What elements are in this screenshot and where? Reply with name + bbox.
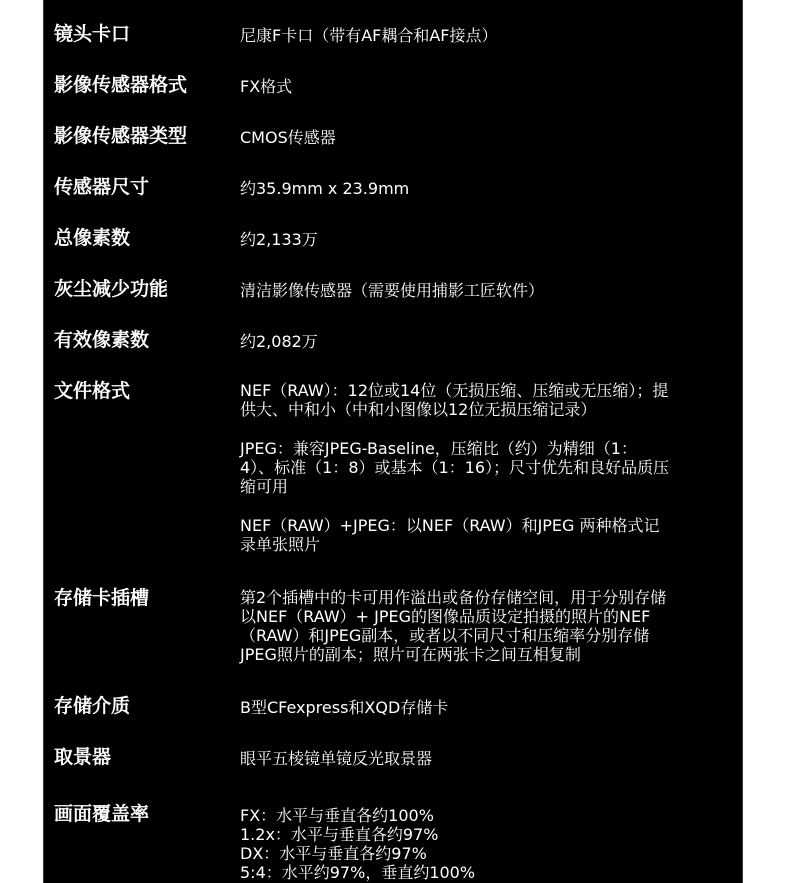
spec-value: 约35.9mm x 23.9mm bbox=[240, 179, 410, 198]
spec-value: CMOS传感器 bbox=[240, 128, 336, 147]
coverage-line: DX：水平与垂直各约97% bbox=[240, 844, 427, 863]
spec-value bbox=[240, 381, 670, 554]
coverage-line: FX：水平与垂直各约100% bbox=[240, 806, 434, 825]
spec-label: 传感器尺寸 bbox=[54, 176, 150, 198]
spec-value bbox=[240, 806, 670, 882]
coverage-line: 5:4：水平约97%，垂直约100% bbox=[240, 863, 476, 882]
spec-label: 取景器 bbox=[54, 746, 112, 768]
spec-label: 灰尘减少功能 bbox=[54, 278, 169, 300]
spec-label: 画面覆盖率 bbox=[54, 803, 150, 825]
spec-value: 眼平五棱镜单镜反光取景器 bbox=[240, 749, 433, 768]
file-format-nef-jpeg: NEF（RAW）+JPEG：以NEF（RAW）和JPEG 两种格式记录单张照片 bbox=[240, 516, 660, 554]
file-format-jpeg: JPEG：兼容JPEG-Baseline，压缩比（约）为精细（1：4）、标准（1：8）或基本（1：16）；尺寸优先和良好品质压缩可用 bbox=[240, 439, 670, 496]
spec-panel bbox=[43, 0, 743, 883]
spec-label: 文件格式 bbox=[54, 380, 131, 402]
spec-value: 约2,133万 bbox=[240, 230, 318, 249]
spec-label: 有效像素数 bbox=[54, 329, 150, 351]
coverage-line: 1.2x：水平与垂直各约97% bbox=[240, 825, 439, 844]
spec-label: 总像素数 bbox=[54, 227, 131, 249]
spec-label: 存储卡插槽 bbox=[54, 587, 150, 609]
spec-value: B型CFexpress和XQD存储卡 bbox=[240, 698, 449, 717]
spec-label: 影像传感器格式 bbox=[54, 74, 188, 96]
spec-label: 镜头卡口 bbox=[54, 23, 131, 45]
file-format-nef: NEF（RAW）：12位或14位（无损压缩、压缩或无压缩）；提供大、中和小（中和小图像以12位无损压缩记录） bbox=[240, 381, 669, 419]
spec-value: 第2个插槽中的卡可用作溢出或备份存储空间，用于分别存储以NEF（RAW）+ JPEG的图像品质设定拍摄的照片的NEF（RAW）和JPEG副本，或者以不同尺寸和压缩率分别存储JPEG照片的副本；照片可在两张卡之间互相复制 bbox=[240, 588, 667, 664]
spec-label: 存储介质 bbox=[54, 695, 131, 717]
spec-value: FX格式 bbox=[240, 77, 293, 96]
spec-value: 清洁影像传感器（需要使用捕影工匠软件） bbox=[240, 281, 545, 300]
spec-value: 约2,082万 bbox=[240, 332, 318, 351]
spec-label: 影像传感器类型 bbox=[54, 125, 188, 147]
spec-value: 尼康F卡口（带有AF耦合和AF接点） bbox=[240, 26, 498, 45]
